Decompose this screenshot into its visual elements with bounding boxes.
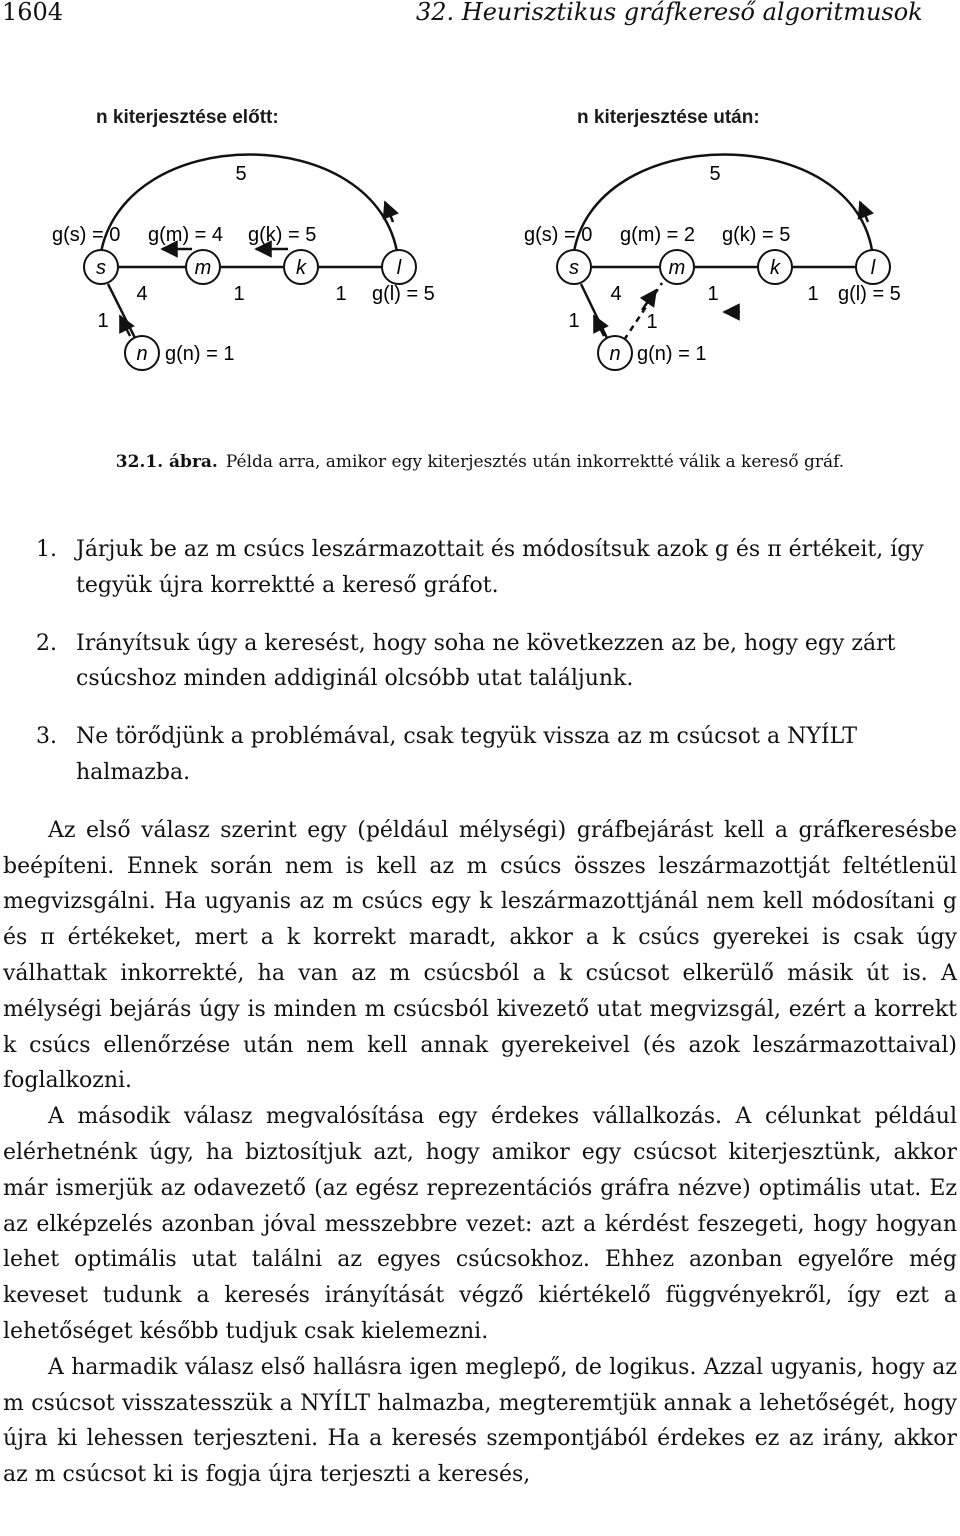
paragraph-2: A második válasz megvalósítása egy érdekes vállalkozás. A célunkat például elérhetnénk úgy, ha biztosítjuk azt, hogy amikor egy csúcsot kiterjesztünk, akkor már ismerjük az odavezető (az egész reprezentációs gráfra nézve) optimális utat. Ez az elképzelés azonban jóval messzebbre vezet: azt a kérdést feszegeti, hogy hogyan lehet optimális utat találni az egyes csúcsokhoz. Ehhez azonban egyelőre még keveset tudunk a keresés irányítását végző kiértékelő függvényekről, így ezt a lehetőséget később tudjuk csak kielemezni. — [3, 1104, 957, 1344]
right-weight-sm: 4 — [610, 283, 622, 305]
right-title: n kiterjesztése után: — [577, 107, 760, 128]
right-node-s-label: s — [569, 257, 579, 279]
right-label-gl: g(l) = 5 — [838, 283, 901, 305]
right-node-n-label: n — [609, 343, 621, 365]
list-item-text: Ne törődjünk a problémával, csak tegyük vissza az m csúcsot a NYÍLT halmazba. — [76, 724, 858, 785]
paragraph-3: A harmadik válasz első hallásra igen meglepő, de logikus. Azzal ugyanis, hogy az m csúcsot visszatesszük a NYÍLT halmazba, megteremtjük annak a lehetőségét, hogy újra ki lehessen terjeszteni. Ha a keresés szempontjából érdekes ez az irány, akkor az m csúcsot ki is fogja újra terjeszti a keresés, — [3, 1354, 957, 1488]
left-edge-sn — [108, 284, 135, 338]
figure — [0, 70, 960, 430]
left-label-gk: g(k) = 5 — [248, 224, 317, 246]
left-graph — [52, 107, 435, 370]
right-label-gm: g(m) = 2 — [620, 224, 696, 246]
right-graph — [524, 107, 901, 370]
list-item-number: 2. — [36, 630, 57, 656]
list-item — [3, 532, 957, 604]
left-title: n kiterjesztése előtt: — [96, 107, 279, 128]
left-weight-sl: 5 — [235, 163, 247, 185]
right-node-m-label: m — [668, 257, 686, 279]
caption-label: 32.1. ábra. — [115, 452, 218, 472]
left-weight-sm: 4 — [136, 283, 148, 305]
right-label-gn: g(n) = 1 — [637, 343, 707, 365]
left-node-s-label: s — [96, 257, 106, 279]
left-label-gn: g(n) = 1 — [165, 343, 235, 365]
list-item-text: Irányítsuk úgy a keresést, hogy soha ne következzen az be, hogy egy zárt csúcshoz minden addiginál olcsóbb utat találjunk. — [76, 630, 896, 692]
right-node-k-label: k — [770, 257, 780, 279]
body-text — [3, 532, 957, 1493]
right-weight-sn: 1 — [568, 310, 580, 332]
right-label-gk: g(k) = 5 — [722, 224, 791, 246]
right-node-l-label: l — [870, 257, 876, 279]
page-header — [0, 0, 960, 30]
paragraph-1: Az első válasz szerint egy (például mélységi) gráfbejárást kell a gráfkeresésbe beépíteni. Ennek során nem is kell az m csúcs összes leszármazottját feltétlenül megvizsgálni. Ha ugyanis az m csúcs egy k leszármazottjánál nem kell módosítani g és π értékeket, mert a k korrekt maradt, akkor a k csúcs gyerekei is csak úgy válhattak inkorrekté, ha van az m csúcsból a k csúcsot elkerülő másik út is. A mélységi bejárás úgy is minden m csúcsból kivezető utat megvizsgál, ezért a korrekt k csúcs ellenőrzése után nem kell annak gyerekeivel (és azok leszármazottaival) foglalkozni. — [3, 817, 957, 1094]
left-node-l-label: l — [396, 257, 402, 279]
right-edge-sn — [581, 284, 607, 338]
left-weight-mk: 1 — [233, 283, 245, 305]
left-label-gl: g(l) = 5 — [372, 283, 435, 305]
right-weight-nm: 1 — [646, 311, 658, 333]
left-label-gm: g(m) = 4 — [148, 224, 224, 246]
right-arrow-mn — [642, 290, 656, 310]
figure-caption — [0, 452, 960, 472]
page-number: 1604 — [2, 0, 64, 26]
caption-text: Példa arra, amikor egy kiterjesztés után inkorrektté válik a kereső gráf. — [225, 452, 845, 472]
right-weight-sl: 5 — [709, 163, 721, 185]
left-label-gs: g(s) = 0 — [52, 224, 121, 246]
list-item-text: Járjuk be az m csúcs leszármazottait és módosítsuk azok g és π értékeit, így tegyük újra korrektté a kereső gráfot. — [76, 537, 924, 598]
list-item-number: 3. — [36, 724, 57, 750]
left-node-k-label: k — [296, 257, 306, 279]
left-weight-sn: 1 — [97, 310, 109, 332]
list-item-number: 1. — [36, 537, 57, 562]
left-weight-kl: 1 — [335, 283, 347, 305]
chapter-title: 32. Heurisztikus gráfkereső algoritmusok — [416, 0, 923, 26]
right-weight-mk: 1 — [707, 283, 719, 305]
left-node-n-label: n — [136, 343, 148, 365]
list-item — [3, 719, 957, 791]
right-weight-kl: 1 — [807, 283, 819, 305]
right-label-gs: g(s) = 0 — [524, 224, 593, 246]
options-list — [3, 532, 957, 791]
left-node-m-label: m — [194, 257, 212, 279]
list-item — [3, 626, 957, 698]
